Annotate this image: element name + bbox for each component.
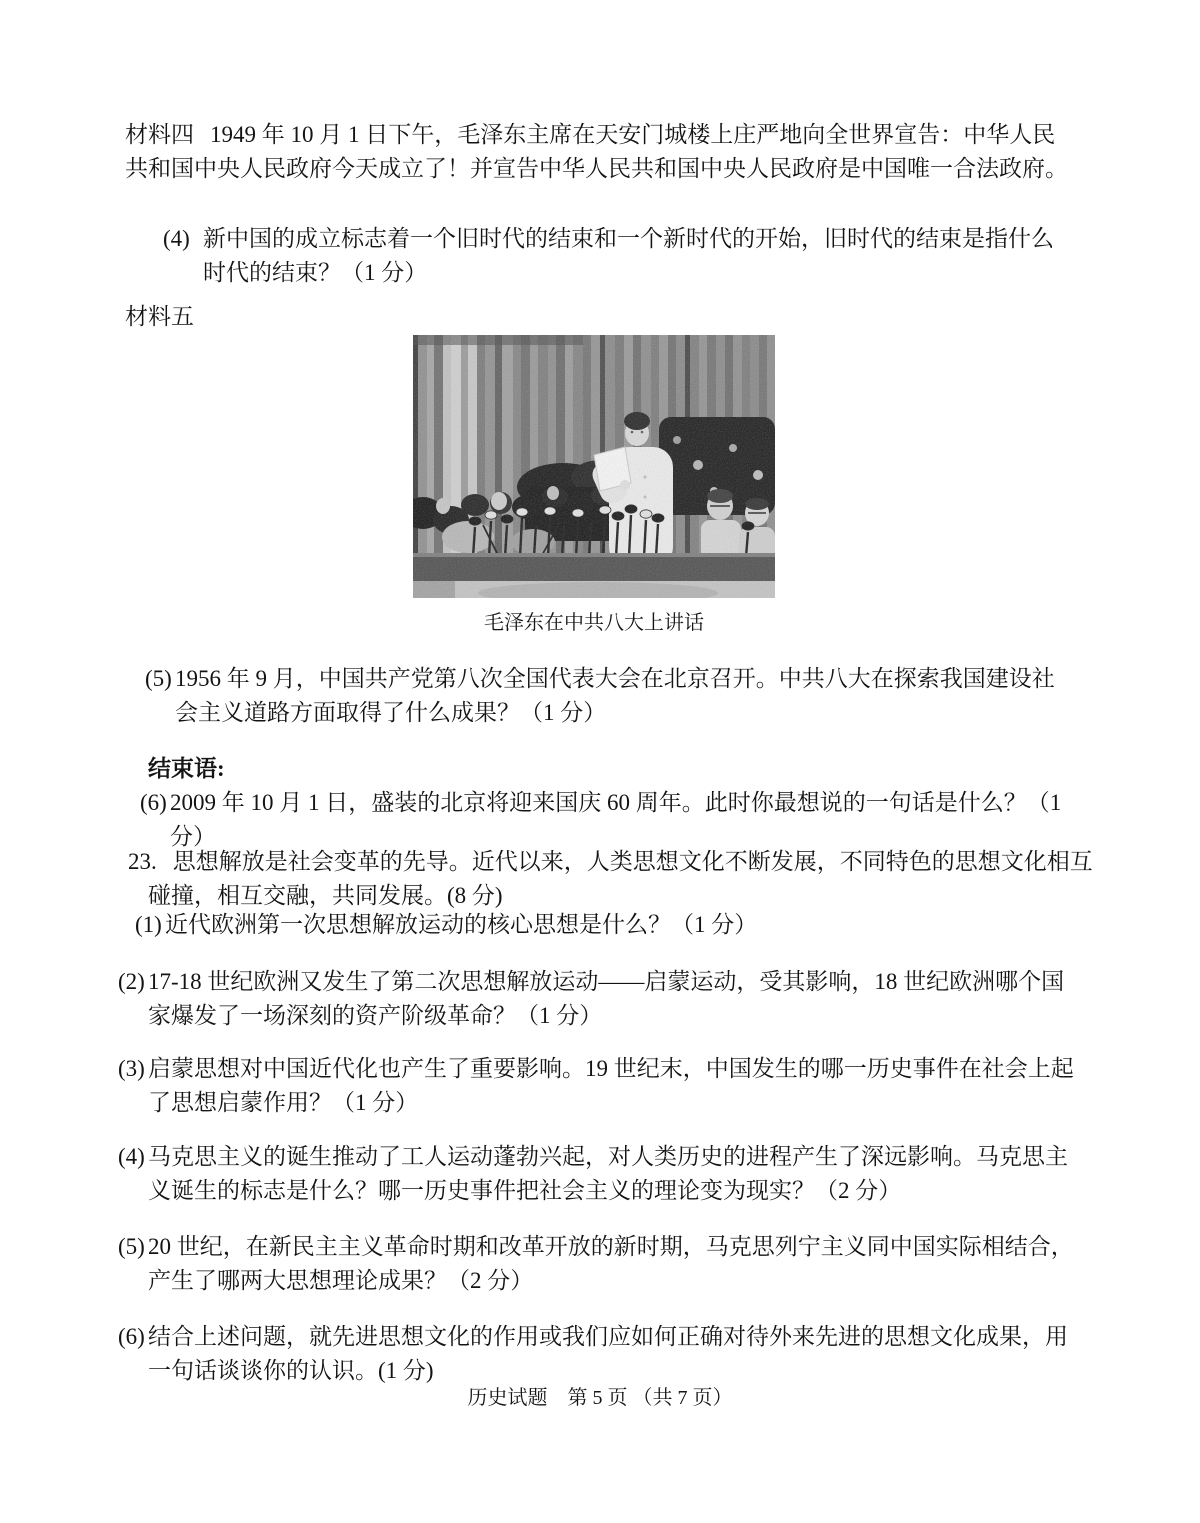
question-23-item-5 xyxy=(118,1230,1080,1298)
item-text: 20 世纪，在新民主主义革命时期和改革开放的新时期，马克思列宁主义同中国实际相结合，产生了哪两大思想理论成果？（2 分） xyxy=(148,1234,1074,1293)
material-4-label: 材料四 xyxy=(125,122,194,147)
material-5-label: 材料五 xyxy=(125,304,194,329)
item-text: 新中国的成立标志着一个旧时代的结束和一个新时代的开始，旧时代的结束是指什么时代的结束？（1 分） xyxy=(203,226,1054,285)
item-number: (4) xyxy=(163,226,190,251)
page-footer: 历史试题 第 5 页 （共 7 页） xyxy=(467,1387,733,1409)
question-22-item-5 xyxy=(145,662,1077,730)
item-number: (6) xyxy=(118,1324,145,1349)
item-number: (5) xyxy=(118,1234,145,1259)
item-number: (6) xyxy=(140,790,167,815)
question-22-item-6 xyxy=(140,786,1078,854)
item-text: 近代欧洲第一次思想解放运动的核心思想是什么？（1 分） xyxy=(165,912,758,937)
item-number: (4) xyxy=(118,1144,145,1169)
item-number: (2) xyxy=(118,969,145,994)
item-text: 马克思主义的诞生推动了工人运动蓬勃兴起，对人类历史的进程产生了深远影响。马克思主义诞生的标志是什么？哪一历史事件把社会主义的理论变为现实？（2 分） xyxy=(148,1144,1068,1203)
item-number: (3) xyxy=(118,1056,145,1081)
photo-caption: 毛泽东在中共八大上讲话 xyxy=(484,612,704,634)
photo-mao-eighth-congress xyxy=(413,335,775,598)
item-text: 启蒙思想对中国近代化也产生了重要影响。19 世纪末，中国发生的哪一历史事件在社会上起了思想启蒙作用？（1 分） xyxy=(148,1056,1074,1115)
question-22-item-4 xyxy=(163,222,1075,290)
question-23-item-6 xyxy=(118,1320,1080,1388)
question-23-item-2 xyxy=(118,965,1080,1033)
question-23-item-4 xyxy=(118,1140,1080,1208)
question-23-intro: 思想解放是社会变革的先导。近代以来，人类思想文化不断发展，不同特色的思想文化相互碰撞，相互交融，共同发展。(8 分) xyxy=(148,849,1093,908)
closing-remarks-label: 结束语: xyxy=(148,756,225,781)
grain-overlay xyxy=(413,335,775,598)
question-23-number: 23. xyxy=(128,849,157,874)
item-text: 2009 年 10 月 1 日，盛装的北京将迎来国庆 60 周年。此时你最想说的一句话是什么？（1 分） xyxy=(170,790,1062,849)
material-4-text: 1949 年 10 月 1 日下午，毛泽东主席在天安门城楼上庄严地向全世界宣告：中华人民共和国中央人民政府今天成立了！并宣告中华人民共和国中央人民政府是中国唯一合法政府。 xyxy=(125,122,1068,181)
item-number: (1) xyxy=(135,912,162,937)
item-text: 1956 年 9 月，中国共产党第八次全国代表大会在北京召开。中共八大在探索我国建设社会主义道路方面取得了什么成果？（1 分） xyxy=(175,666,1055,725)
item-text: 结合上述问题，就先进思想文化的作用或我们应如何正确对待外来先进的思想文化成果，用一句话谈谈你的认识。(1 分) xyxy=(148,1324,1068,1383)
question-23-stem xyxy=(128,845,1100,913)
question-23-item-1 xyxy=(135,908,1080,942)
item-text: 17-18 世纪欧洲又发生了第二次思想解放运动——启蒙运动，受其影响，18 世纪欧洲哪个国家爆发了一场深刻的资产阶级革命？（1 分） xyxy=(148,969,1065,1028)
material-5-figure xyxy=(413,335,775,636)
item-number: (5) xyxy=(145,666,172,691)
material-4-paragraph xyxy=(125,118,1077,186)
question-23-item-3 xyxy=(118,1052,1080,1120)
